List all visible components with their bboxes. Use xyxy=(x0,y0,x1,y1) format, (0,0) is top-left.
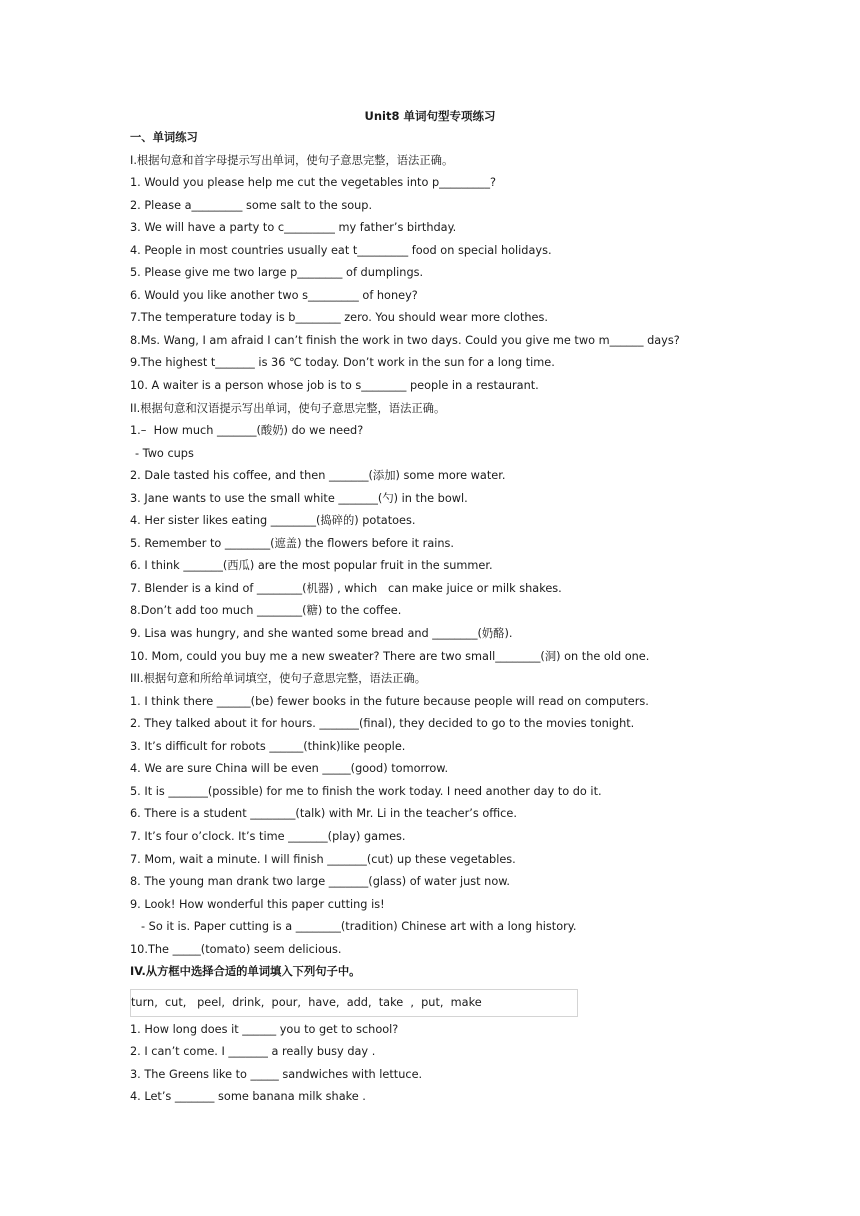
exercise-line: 9. Lisa was hungry, and she wanted some bread and ________(奶酪). xyxy=(130,627,513,641)
exercise-line: 6. Would you like another two s_________ of honey? xyxy=(130,288,418,302)
exercise-line: 7. It’s four o’clock. It’s time _______(play) games. xyxy=(130,829,406,843)
word-box xyxy=(130,989,578,1017)
exercise-line: 2. Please a_________ some salt to the soup. xyxy=(130,198,373,212)
exercise-line: 10. Mom, could you buy me a new sweater? There are two small________(洞) on the old one. xyxy=(130,649,650,663)
exercise-line: 6. I think _______(西瓜) are the most popular fruit in the summer. xyxy=(130,559,493,573)
exercise-line: 4. People in most countries usually eat t_________ food on special holidays. xyxy=(130,243,552,257)
exercise-line: 1. I think there ______(be) fewer books in the future because people will read on computers. xyxy=(130,694,649,708)
section-2-instruction: II.根据句意和汉语提示写出单词，使句子意思完整，语法正确。 xyxy=(130,401,446,415)
exercise-line: 3. The Greens like to _____ sandwiches with lettuce. xyxy=(130,1067,423,1081)
exercise-line: 3. It’s difficult for robots ______(think)like people. xyxy=(130,739,406,753)
exercise-line: 6. There is a student ________(talk) with Mr. Li in the teacher’s office. xyxy=(130,807,517,821)
exercise-line: 2. Dale tasted his coffee, and then _______(添加) some more water. xyxy=(130,469,506,483)
exercise-line: 9.The highest t_______ is 36 ℃ today. Don’t work in the sun for a long time. xyxy=(130,356,555,370)
exercise-line: 8.Don’t add too much ________(糖) to the coffee. xyxy=(130,604,402,618)
exercise-line: 9. Look! How wonderful this paper cutting is! xyxy=(130,897,385,911)
exercise-line: 10. A waiter is a person whose job is to s________ people in a restaurant. xyxy=(130,379,539,393)
section-3-instruction: III.根据句意和所给单词填空，使句子意思完整，语法正确。 xyxy=(130,672,427,686)
section-4-instruction: IV.从方框中选择合适的单词填入下列句子中。 xyxy=(130,965,361,979)
exercise-line: 8.Ms. Wang, I am afraid I can’t finish the work in two days. Could you give me two m______ days? xyxy=(130,333,680,347)
part-heading: 一、单词练习 xyxy=(130,131,198,144)
exercise-line: 4. Let’s _______ some banana milk shake . xyxy=(130,1090,366,1104)
exercise-line: 4. Her sister likes eating ________(捣碎的) potatoes. xyxy=(130,514,416,528)
exercise-line: 10.The _____(tomato) seem delicious. xyxy=(130,942,342,956)
document-title: Unit8 单词句型专项练习 xyxy=(364,109,496,123)
exercise-line: 2. I can’t come. I _______ a really busy day . xyxy=(130,1045,376,1059)
section-1-instruction: I.根据句意和首字母提示写出单词，使句子意思完整，语法正确。 xyxy=(130,153,454,167)
exercise-line: 1.– How much _______(酸奶) do we need? xyxy=(130,424,364,438)
exercise-line: 3. Jane wants to use the small white _______(勺) in the bowl. xyxy=(130,491,468,505)
exercise-line: 2. They talked about it for hours. _______(final), they decided to go to the movies tonight. xyxy=(130,717,635,731)
exercise-line: 1. How long does it ______ you to get to school? xyxy=(130,1022,399,1036)
exercise-line: 5. It is _______(possible) for me to finish the work today. I need another day to do it. xyxy=(130,784,602,798)
exercise-line: 8. The young man drank two large _______(glass) of water just now. xyxy=(130,875,511,889)
exercise-line: 7.The temperature today is b________ zero. You should wear more clothes. xyxy=(130,311,548,325)
exercise-answer-line: - So it is. Paper cutting is a ________(tradition) Chinese art with a long history. xyxy=(141,920,577,934)
exercise-line: 3. We will have a party to c_________ my father’s birthday. xyxy=(130,221,457,235)
exercise-line: 1. Would you please help me cut the vegetables into p_________? xyxy=(130,176,496,190)
exercise-line: 5. Please give me two large p________ of dumplings. xyxy=(130,266,424,280)
exercise-line: 4. We are sure China will be even _____(good) tomorrow. xyxy=(130,762,449,776)
document-body xyxy=(130,130,830,1112)
exercise-line: 7. Blender is a kind of ________(机器) , which can make juice or milk shakes. xyxy=(130,581,562,595)
exercise-answer-line: - Two cups xyxy=(135,446,194,460)
exercise-line: 5. Remember to ________(遮盖) the flowers before it rains. xyxy=(130,536,455,550)
exercise-line: 7. Mom, wait a minute. I will finish _______(cut) up these vegetables. xyxy=(130,852,516,866)
word-box-text: turn, cut, peel, drink, pour, have, add, take , put, make xyxy=(131,995,482,1009)
